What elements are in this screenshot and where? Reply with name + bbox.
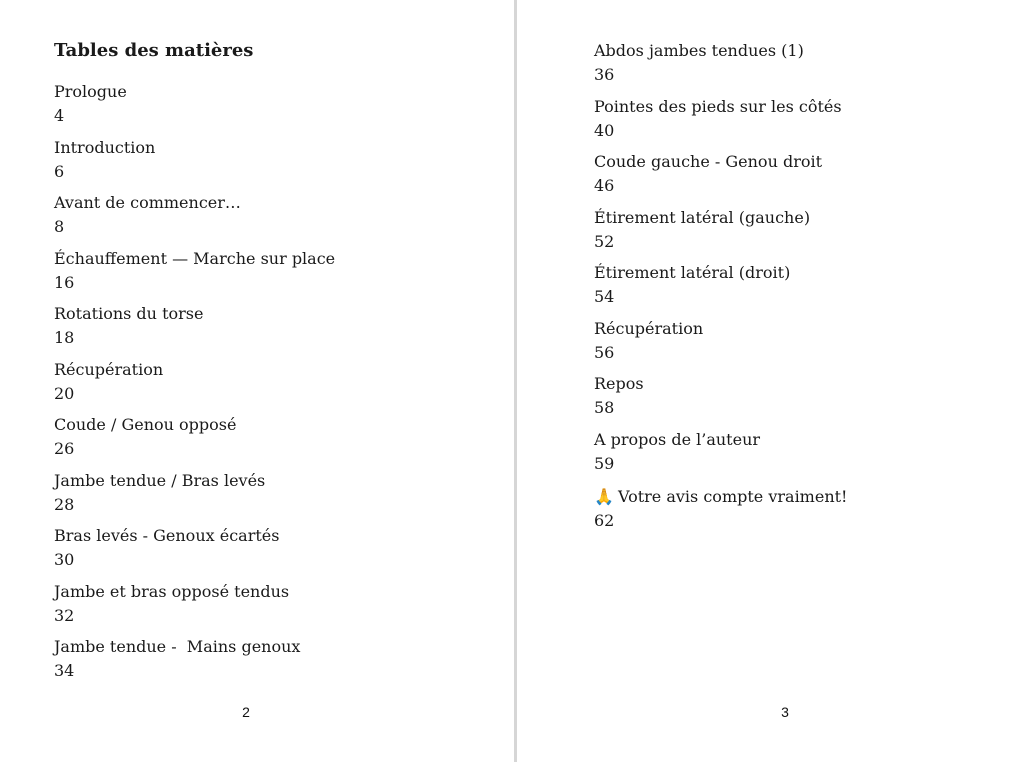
toc-entry-label: Prologue bbox=[54, 82, 127, 101]
toc-entry-page: 40 bbox=[594, 120, 615, 140]
toc-entry-label: Récupération bbox=[594, 318, 704, 338]
toc-list-left bbox=[54, 82, 335, 693]
toc-entry-label: Avant de commencer… bbox=[54, 193, 241, 212]
toc-entry-page: 18 bbox=[54, 328, 75, 347]
right-page bbox=[517, 0, 1024, 762]
toc-entry-label: Jambe tendue / Bras levés bbox=[54, 470, 266, 490]
toc-entry-page: 36 bbox=[594, 65, 615, 84]
toc-entry-page: 26 bbox=[54, 439, 75, 458]
toc-entry-page: 34 bbox=[54, 661, 75, 680]
toc-entry-page: 58 bbox=[594, 398, 615, 417]
toc-entry-label: Coude / Genou opposé bbox=[54, 415, 237, 434]
toc-entry[interactable] bbox=[594, 430, 847, 486]
toc-entry-page: 62 bbox=[594, 511, 615, 530]
toc-entry[interactable] bbox=[594, 263, 847, 319]
toc-entry-label: Jambe et bras opposé tendus bbox=[54, 581, 290, 601]
toc-entry-page: 32 bbox=[54, 605, 75, 625]
toc-entry-label: Étirement latéral (droit) bbox=[594, 263, 791, 282]
toc-list-right bbox=[594, 41, 847, 543]
toc-entry-label: A propos de l’auteur bbox=[594, 429, 761, 449]
toc-entry[interactable] bbox=[54, 415, 335, 471]
toc-entry-label: Échauffement — Marche sur place bbox=[54, 248, 336, 268]
toc-entry[interactable] bbox=[54, 582, 335, 638]
toc-entry[interactable] bbox=[54, 360, 335, 416]
toc-entry-page: 56 bbox=[594, 342, 615, 362]
toc-entry[interactable] bbox=[54, 138, 335, 194]
toc-entry[interactable] bbox=[594, 487, 847, 543]
toc-entry-page: 46 bbox=[594, 176, 615, 195]
toc-entry-page: 4 bbox=[54, 106, 65, 125]
toc-entry[interactable] bbox=[54, 249, 335, 305]
toc-entry-page: 20 bbox=[54, 383, 75, 403]
toc-entry-label: Récupération bbox=[54, 359, 164, 379]
toc-entry-page: 59 bbox=[594, 453, 615, 473]
toc-entry[interactable] bbox=[594, 152, 847, 208]
toc-entry-label: Coude gauche - Genou droit bbox=[594, 152, 823, 171]
toc-entry[interactable] bbox=[594, 319, 847, 375]
toc-entry[interactable] bbox=[54, 82, 335, 138]
toc-entry[interactable] bbox=[54, 637, 335, 693]
toc-title: Tables des matières bbox=[54, 40, 254, 61]
toc-entry[interactable] bbox=[54, 471, 335, 527]
toc-entry-page: 52 bbox=[594, 231, 615, 251]
toc-entry-label: Abdos jambes tendues (1) bbox=[594, 41, 804, 60]
toc-entry-page: 6 bbox=[54, 161, 65, 181]
toc-entry-label: Votre avis compte vraiment! bbox=[618, 487, 848, 506]
toc-entry[interactable] bbox=[594, 208, 847, 264]
toc-entry-page: 16 bbox=[54, 272, 75, 292]
toc-entry-page: 30 bbox=[54, 550, 75, 569]
toc-entry[interactable] bbox=[594, 97, 847, 153]
toc-entry-label: Pointes des pieds sur les côtés bbox=[594, 96, 842, 116]
toc-entry[interactable] bbox=[594, 374, 847, 430]
toc-entry[interactable] bbox=[594, 41, 847, 97]
toc-entry[interactable] bbox=[54, 193, 335, 249]
page-number-right: 3 bbox=[781, 704, 789, 720]
toc-entry-page: 54 bbox=[594, 287, 615, 306]
toc-entry-label: Étirement latéral (gauche) bbox=[594, 207, 811, 227]
toc-entry-page: 8 bbox=[54, 217, 65, 236]
toc-entry-page: 28 bbox=[54, 494, 75, 514]
folded-hands-icon: 🙏 bbox=[594, 487, 614, 506]
toc-entry-label: Repos bbox=[594, 374, 644, 393]
toc-entry[interactable] bbox=[54, 526, 335, 582]
toc-entry-label-with-icon bbox=[594, 487, 847, 507]
toc-entry-label: Bras levés - Genoux écartés bbox=[54, 526, 280, 545]
toc-entry-label: Jambe tendue - Mains genoux bbox=[54, 637, 301, 656]
toc-entry-label: Introduction bbox=[54, 137, 156, 157]
toc-entry-label: Rotations du torse bbox=[54, 304, 204, 323]
toc-entry[interactable] bbox=[54, 304, 335, 360]
page-number-left: 2 bbox=[242, 704, 250, 720]
